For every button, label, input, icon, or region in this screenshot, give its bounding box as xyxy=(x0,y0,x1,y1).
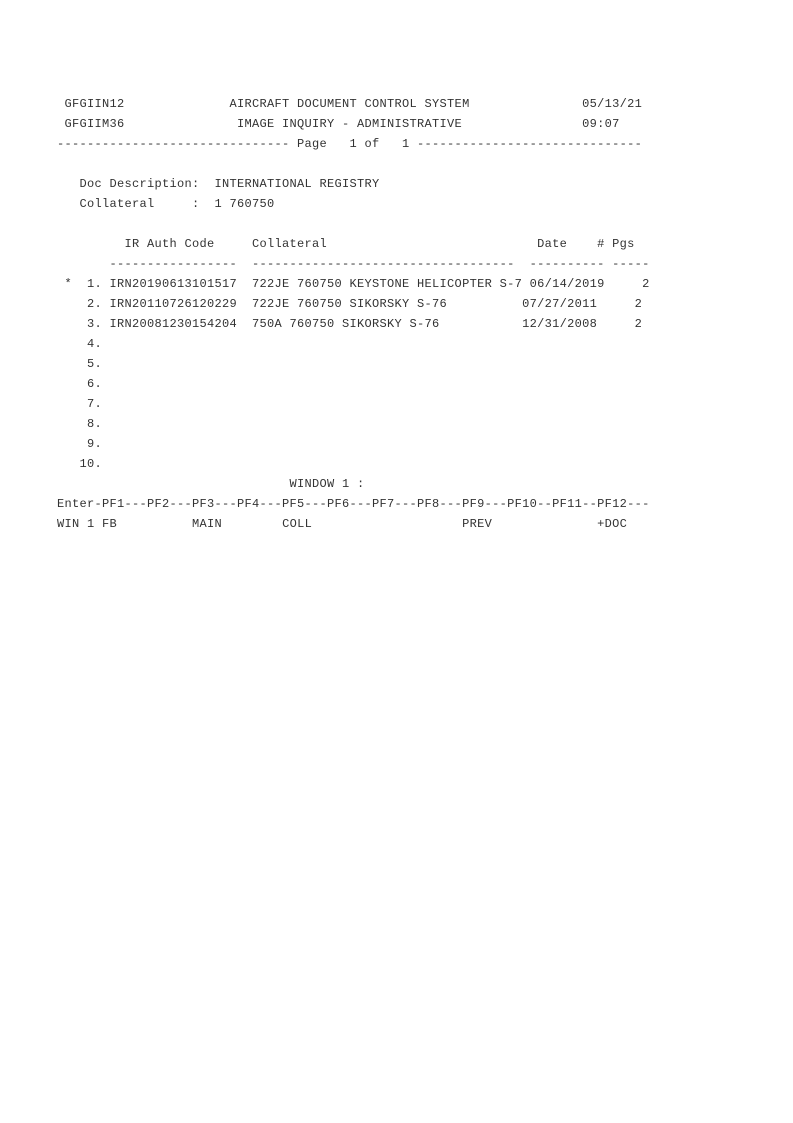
header-system-line: GFGIIN12 AIRCRAFT DOCUMENT CONTROL SYSTEM 05/13/21 xyxy=(57,97,643,111)
table-row[interactable]: 2. IRN20110726120229 722JE 760750 SIKORSKY S-76 07/27/2011 2 xyxy=(57,297,643,311)
pf6-coll-label[interactable]: COLL xyxy=(282,517,313,531)
table-row[interactable]: * 1. IRN20190613101517 722JE 760750 KEYSTONE HELICOPTER S-7 06/14/2019 2 xyxy=(57,277,650,291)
pf12-doc-label[interactable]: +DOC xyxy=(597,517,628,531)
window-indicator: WINDOW 1 : xyxy=(57,477,365,491)
header-screen-line: GFGIIM36 IMAGE INQUIRY - ADMINISTRATIVE 09:07 xyxy=(57,117,620,131)
page-indicator-rule: ------------------------------- Page 1 of 1 ------------------------------ xyxy=(57,137,643,151)
table-row[interactable]: 4. xyxy=(57,337,103,351)
blank-line xyxy=(57,154,777,174)
table-row[interactable]: 5. xyxy=(57,357,103,371)
pf10-prev-label[interactable]: PREV xyxy=(462,517,493,531)
doc-description-field: Doc Description: INTERNATIONAL REGISTRY xyxy=(57,177,380,191)
table-row[interactable]: 7. xyxy=(57,397,103,411)
table-header-underline: ----------------- ----------------------------------- ---------- ----- xyxy=(57,257,650,271)
pf4-main-label[interactable]: MAIN xyxy=(192,517,223,531)
pf-key-labels xyxy=(57,514,777,534)
table-row[interactable]: 6. xyxy=(57,377,103,391)
table-row[interactable]: 10. xyxy=(57,457,103,471)
terminal-screen xyxy=(57,94,777,534)
table-row[interactable]: 9. xyxy=(57,437,103,451)
collateral-field: Collateral : 1 760750 xyxy=(57,197,275,211)
blank-line xyxy=(57,214,777,234)
pf1-win-fb-label[interactable]: WIN 1 FB xyxy=(57,517,118,531)
table-row[interactable]: 3. IRN20081230154204 750A 760750 SIKORSKY S-76 12/31/2008 2 xyxy=(57,317,643,331)
table-header: IR Auth Code Collateral Date # Pgs xyxy=(57,237,635,251)
table-row[interactable]: 8. xyxy=(57,417,103,431)
pf-key-bar: Enter-PF1---PF2---PF3---PF4---PF5---PF6---PF7---PF8---PF9---PF10--PF11--PF12--- xyxy=(57,497,650,511)
